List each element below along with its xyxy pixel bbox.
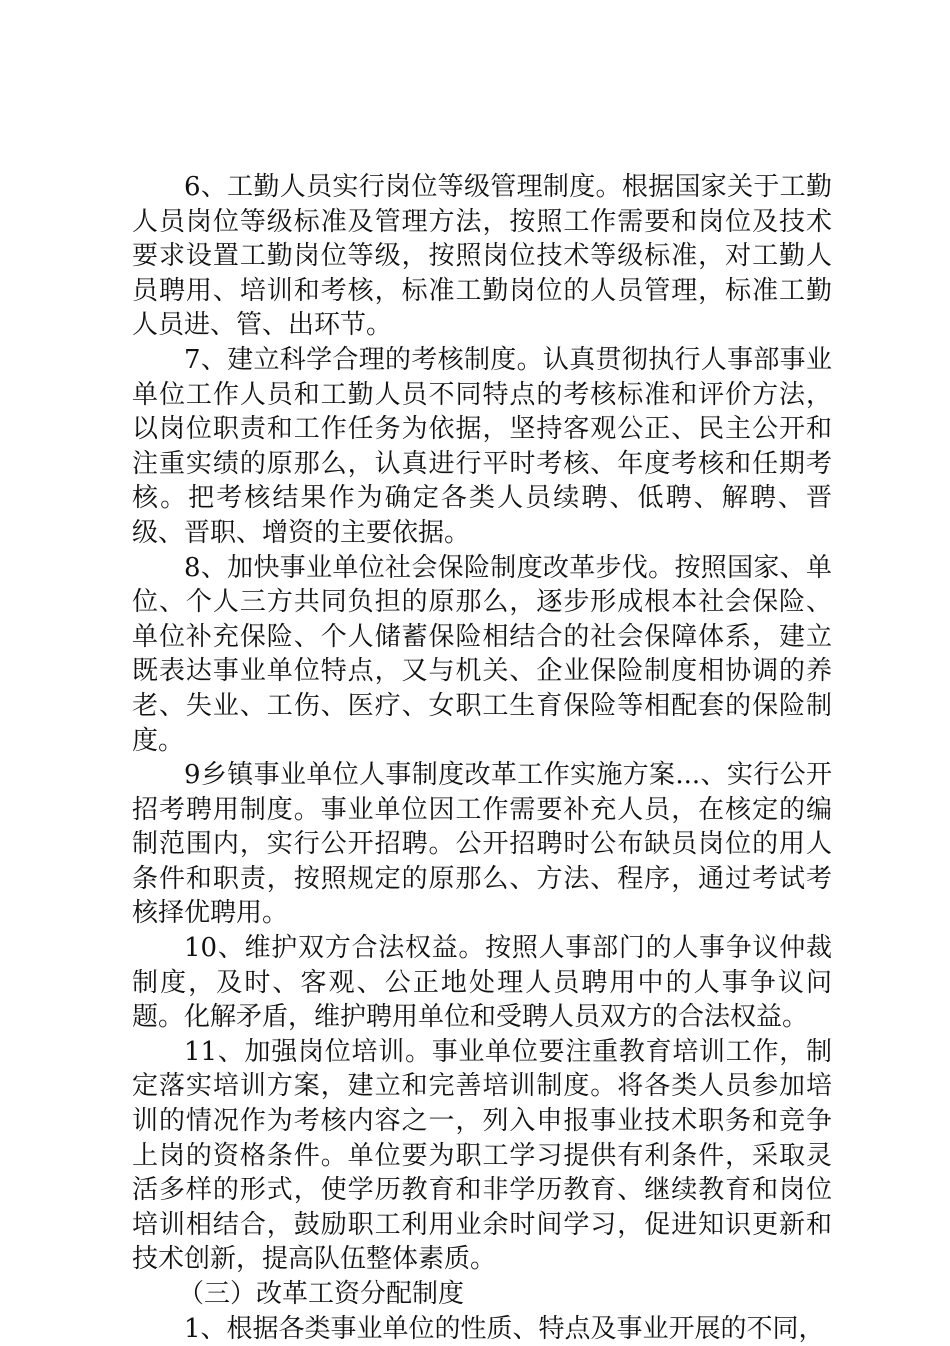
paragraph-9-public-recruitment: 9乡镇事业单位人事制度改革工作实施方案...、实行公开招考聘用制度。事业单位因工作需要补充人员，在核定的编制范围内，实行公开招聘。公开招聘时公布缺员岗位的用人条件和职责，按照规定的原那么、方法、程序，通过考试考核择优聘用。 <box>132 760 832 929</box>
paragraph-6-worker-grade-management: 6、工勤人员实行岗位等级管理制度。根据国家关于工勤人员岗位等级标准及管理方法，按照工作需要和岗位及技术要求设置工勤岗位等级，按照岗位技术等级标准，对工勤人员聘用、培训和考核，标准工勤岗位的人员管理，标准工勤人员进、管、出环节。 <box>132 172 832 341</box>
section-heading: （三）改革工资分配制度 <box>178 1279 465 1309</box>
paragraph-8-social-insurance: 8、加快事业单位社会保险制度改革步伐。按照国家、单位、个人三方共同负担的原那么，逐步形成根本社会保险、单位补充保险、个人储蓄保险相结合的社会保障体系，建立既表达事业单位特点，又与机关、企业保险制度相协调的养老、失业、工伤、医疗、女职工生育保险等相配套的保险制度。 <box>132 552 832 756</box>
paragraph-10-rights-protection: 10、维护双方合法权益。按照人事部门的人事争议仲裁制度，及时、客观、公正地处理人员聘用中的人事争议问题。化解矛盾，维护聘用单位和受聘人员双方的合法权益。 <box>132 933 832 1033</box>
paragraph-7-assessment-system: 7、建立科学合理的考核制度。认真贯彻执行人事部事业单位工作人员和工勤人员不同特点的考核标准和评价方法，以岗位职责和工作任务为依据，坚持客观公正、民主公开和注重实绩的原那么，认真进行平时考核、年度考核和任期考核。把考核结果作为确定各类人员续聘、低聘、解聘、晋级、晋职、增资的主要依据。 <box>132 344 832 548</box>
paragraph-1-wage-distribution: 1、根据各类事业单位的性质、特点及事业开展的不同， <box>184 1313 825 1344</box>
paragraph-11-job-training: 11、加强岗位培训。事业单位要注重教育培训工作，制定落实培训方案，建立和完善培训制度。将各类人员参加培训的情况作为考核内容之一，列入申报事业技术职务和竞争上岗的资格条件。单位要为职工学习提供有利条件，采取灵活多样的形式，使学历教育和非学历教育、继续教育和岗位培训相结合，鼓励职工利用业余时间学习，促进知识更新和技术创新，提高队伍整体素质。 <box>132 1036 832 1275</box>
document-page <box>132 170 832 1346</box>
